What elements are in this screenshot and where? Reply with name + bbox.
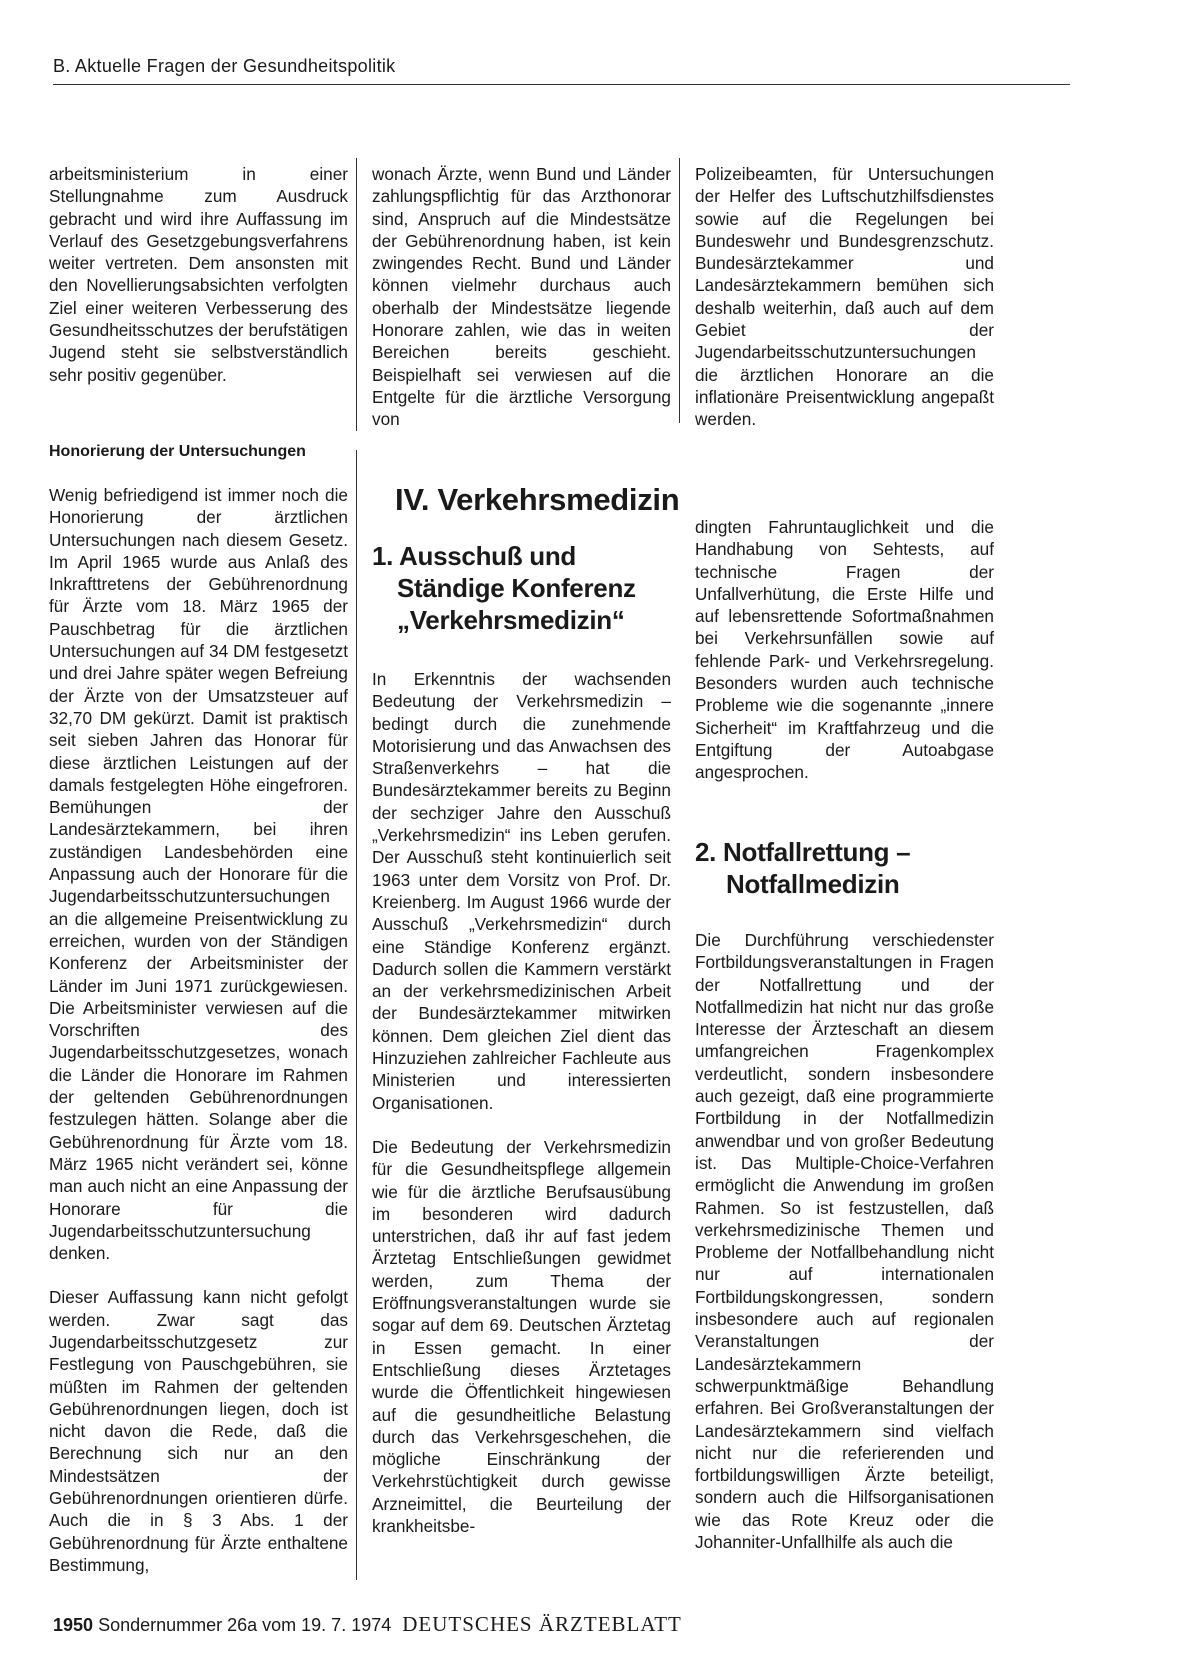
paragraph: dingten Fahruntauglichkeit und die Handhabung von Sehtests, auf technische Fragen der Unfallverhütung, die Erste Hilfe und auf lebensrettende Sofortmaßnahmen bei Verkehrsunfällen sowie auf fehlende Park- und Verkehrsregelung. Besonders wurden auch technische Probleme wie die sogenannte „innere Sicherheit“ im Kraftfahrzeug und die Entgiftung der Autoabgase angesprochen. bbox=[695, 517, 994, 783]
column-divider bbox=[356, 450, 357, 1580]
paragraph: Dieser Auffassung kann nicht gefolgt werden. Zwar sagt das Jugendarbeitsschutzgesetz zur Festlegung von Pauschgebühren, sie müßten im Rahmen der geltenden Gebührenordnungen liegen, doch ist nicht davon die Rede, daß die Berechnung sich nur an den Mindestsätzen der Gebührenordnungen orientieren dürfe. Auch die in § 3 Abs. 1 der Gebührenordnung für Ärzte enthaltene Bestimmung, bbox=[49, 1287, 348, 1575]
column-divider bbox=[679, 158, 680, 423]
subheading-notfallrettung bbox=[695, 836, 910, 900]
journal-name: DEUTSCHES ÄRZTEBLATT bbox=[402, 1612, 682, 1636]
paragraph: Polizeibeamten, für Untersuchungen der Helfer des Luftschutzhilfsdienstes sowie auf die Regelungen bei Bundeswehr und Bundesgrenzschutz. Bundesärztekammer und Landesärztekammern bemühen sich deshalb weiterhin, daß auch auf dem Gebiet der Jugendarbeitsschutzuntersuchungen die ärztlichen Honorare an die inflationäre Preisentwicklung angepaßt werden. bbox=[695, 164, 994, 430]
header-rule bbox=[53, 84, 1070, 85]
issue-info: Sondernummer 26a vom 19. 7. 1974 bbox=[98, 1615, 392, 1635]
subheading-line: „Verkehrsmedizin“ bbox=[397, 605, 625, 635]
paragraph: wonach Ärzte, wenn Bund und Länder zahlungspflichtig für das Arzthonorar sind, Anspruch auf die Mindestsätze der Gebührenordnung haben, ist kein zwingendes Recht. Bund und Länder können vielmehr durchaus auch oberhalb der Mindestsätze liegende Honorare zahlen, wie das in weiten Bereichen bereits geschieht. Beispielhaft sei verwiesen auf die Entgelte für die ärztliche Versorgung von bbox=[372, 164, 671, 430]
page-footer bbox=[53, 1612, 682, 1637]
paragraph: Die Bedeutung der Verkehrsmedizin für die Gesundheitspflege allgemein wie für die ärztliche Berufsausübung im besonderen wird dadurch unterstrichen, daß ihr auf fast jedem Ärztetag Entschließungen gewidmet werden, zum Thema der Eröffnungsveranstaltungen wurde sie sogar auf dem 69. Deutschen Ärztetag in Essen gemacht. In einer Entschließung dieses Ärztetages wurde die Öffentlichkeit hingewiesen auf die gesundheitliche Belastung durch das Verkehrsgeschehen, die mögliche Einschränkung der Verkehrstüchtigkeit durch gewisse Arzneimittel, die Beurteilung der krankheitsbe- bbox=[372, 1136, 671, 1536]
column-2-top bbox=[372, 163, 671, 431]
subheading-line: 2. Notfallrettung – bbox=[695, 837, 911, 867]
column-2-bottom bbox=[372, 668, 671, 1537]
running-header: B. Aktuelle Fragen der Gesundheitspolitik bbox=[53, 56, 396, 76]
column-3-top bbox=[695, 163, 994, 431]
column-divider bbox=[356, 158, 357, 431]
paragraph: Die Durchführung verschiedenster Fortbildungsveranstaltungen in Fragen der Notfallrettung und der Notfallmedizin hat nicht nur das große Interesse der Ärzteschaft an diesem umfangreichen Fragenkomplex verdeutlicht, sondern insbesondere auch gezeigt, daß eine programmierte Fortbildung in der Notfallmedizin anwendbar und von großer Bedeutung ist. Das Multiple-Choice-Verfahren ermöglicht die Anwendung im großen Rahmen. So ist festzustellen, daß verkehrsmedizinische Themen und Probleme der Notfallbehandlung nicht nur auf internationalen Fortbildungskongressen, sondern insbesondere auch auf regionalen Veranstaltungen der Landesärztekammern schwerpunktmäßige Behandlung erfahren. Bei Großveranstaltungen der Landesärztekammern sind vielfach nicht nur die referierenden und fortbildungswilligen Ärzte beteiligt, sondern auch die Hilfsorganisationen wie das Rote Kreuz oder die Johanniter-Unfallhilfe als auch die bbox=[695, 930, 994, 1553]
paragraph: In Erkenntnis der wachsenden Bedeutung der Verkehrsmedizin – bedingt durch die zunehmende Motorisierung und das Anwachsen des Straßenverkehrs – hat die Bundesärztekammer bereits zu Beginn der sechziger Jahre den Ausschuß „Verkehrsmedizin“ ins Leben gerufen. Der Ausschuß steht kontinuierlich seit 1963 unter dem Vorsitz von Prof. Dr. Kreienberg. Im August 1966 wurde der Ausschuß „Verkehrsmedizin“ durch eine Ständige Konferenz ergänzt. Dadurch sollen die Kammern verstärkt an der verkehrsmedizinischen Arbeit der Bundesärztekammer mitwirken können. Dem gleichen Ziel dient das Hinzuziehen zahlreicher Fachleute aus Ministerien und interessierten Organisationen. bbox=[372, 669, 671, 1113]
subheading-line: 1. Ausschuß und bbox=[372, 541, 576, 571]
subheading-line: Notfallmedizin bbox=[726, 869, 900, 899]
paragraph: Wenig befriedigend ist immer noch die Honorierung der ärztlichen Untersuchungen nach diesem Gesetz. Im April 1965 wurde aus Anlaß des Inkrafttretens der Gebührenordnung für Ärzte vom 18. März 1965 der Pauschbetrag für die ärztlichen Untersuchungen auf 34 DM festgesetzt und drei Jahre später wegen Befreiung der Ärzte von der Umsatzsteuer auf 32,70 DM gekürzt. Damit ist praktisch seit sieben Jahren das Honorar für diese ärztlichen Leistungen auf der damals festgelegten Höhe eingefroren. Bemühungen der Landesärztekammern, bei ihren zuständigen Landesbehörden eine Anpassung auch der Honorare für die Jugendarbeitsschutzuntersuchungen an die allgemeine Preisentwicklung zu erreichen, wurden von der Ständigen Konferenz der Arbeitsminister der Länder im Juni 1971 zurückgewiesen. Die Arbeitsminister verwiesen auf die Vorschriften des Jugendarbeitsschutzgesetzes, wonach die Länder die Honorare im Rahmen der geltenden Gebührenordnungen festzulegen hätten. Solange aber die Gebührenordnung für Ärzte vom 18. März 1965 nicht verändert sei, könne man auch nicht an eine Anpassung der Honorare für die Jugendarbeitsschutzuntersuchung denken. bbox=[49, 485, 348, 1264]
page-number: 1950 bbox=[53, 1615, 94, 1635]
paragraph: arbeitsministerium in einer Stellungnahme zum Ausdruck gebracht und wird ihre Auffassung im Verlauf des Gesetzgebungsverfahrens weiter vertreten. Dem ansonsten mit den Novellierungsabsichten verfolgten Ziel einer weiteren Verbesserung des Gesundheitsschutzes der berufstätigen Jugend steht sie selbstverständlich sehr positiv gegenüber. bbox=[49, 164, 348, 385]
column-3-middle bbox=[695, 516, 994, 784]
subheading-line: Ständige Konferenz bbox=[397, 573, 636, 603]
column-1-top bbox=[49, 163, 348, 386]
subheading-honorierung: Honorierung der Untersuchungen bbox=[49, 443, 306, 460]
column-1-bottom bbox=[49, 484, 348, 1576]
column-3-bottom bbox=[695, 929, 994, 1553]
subheading-ausschuss bbox=[372, 540, 636, 636]
section-title: IV. Verkehrsmedizin bbox=[395, 482, 680, 517]
